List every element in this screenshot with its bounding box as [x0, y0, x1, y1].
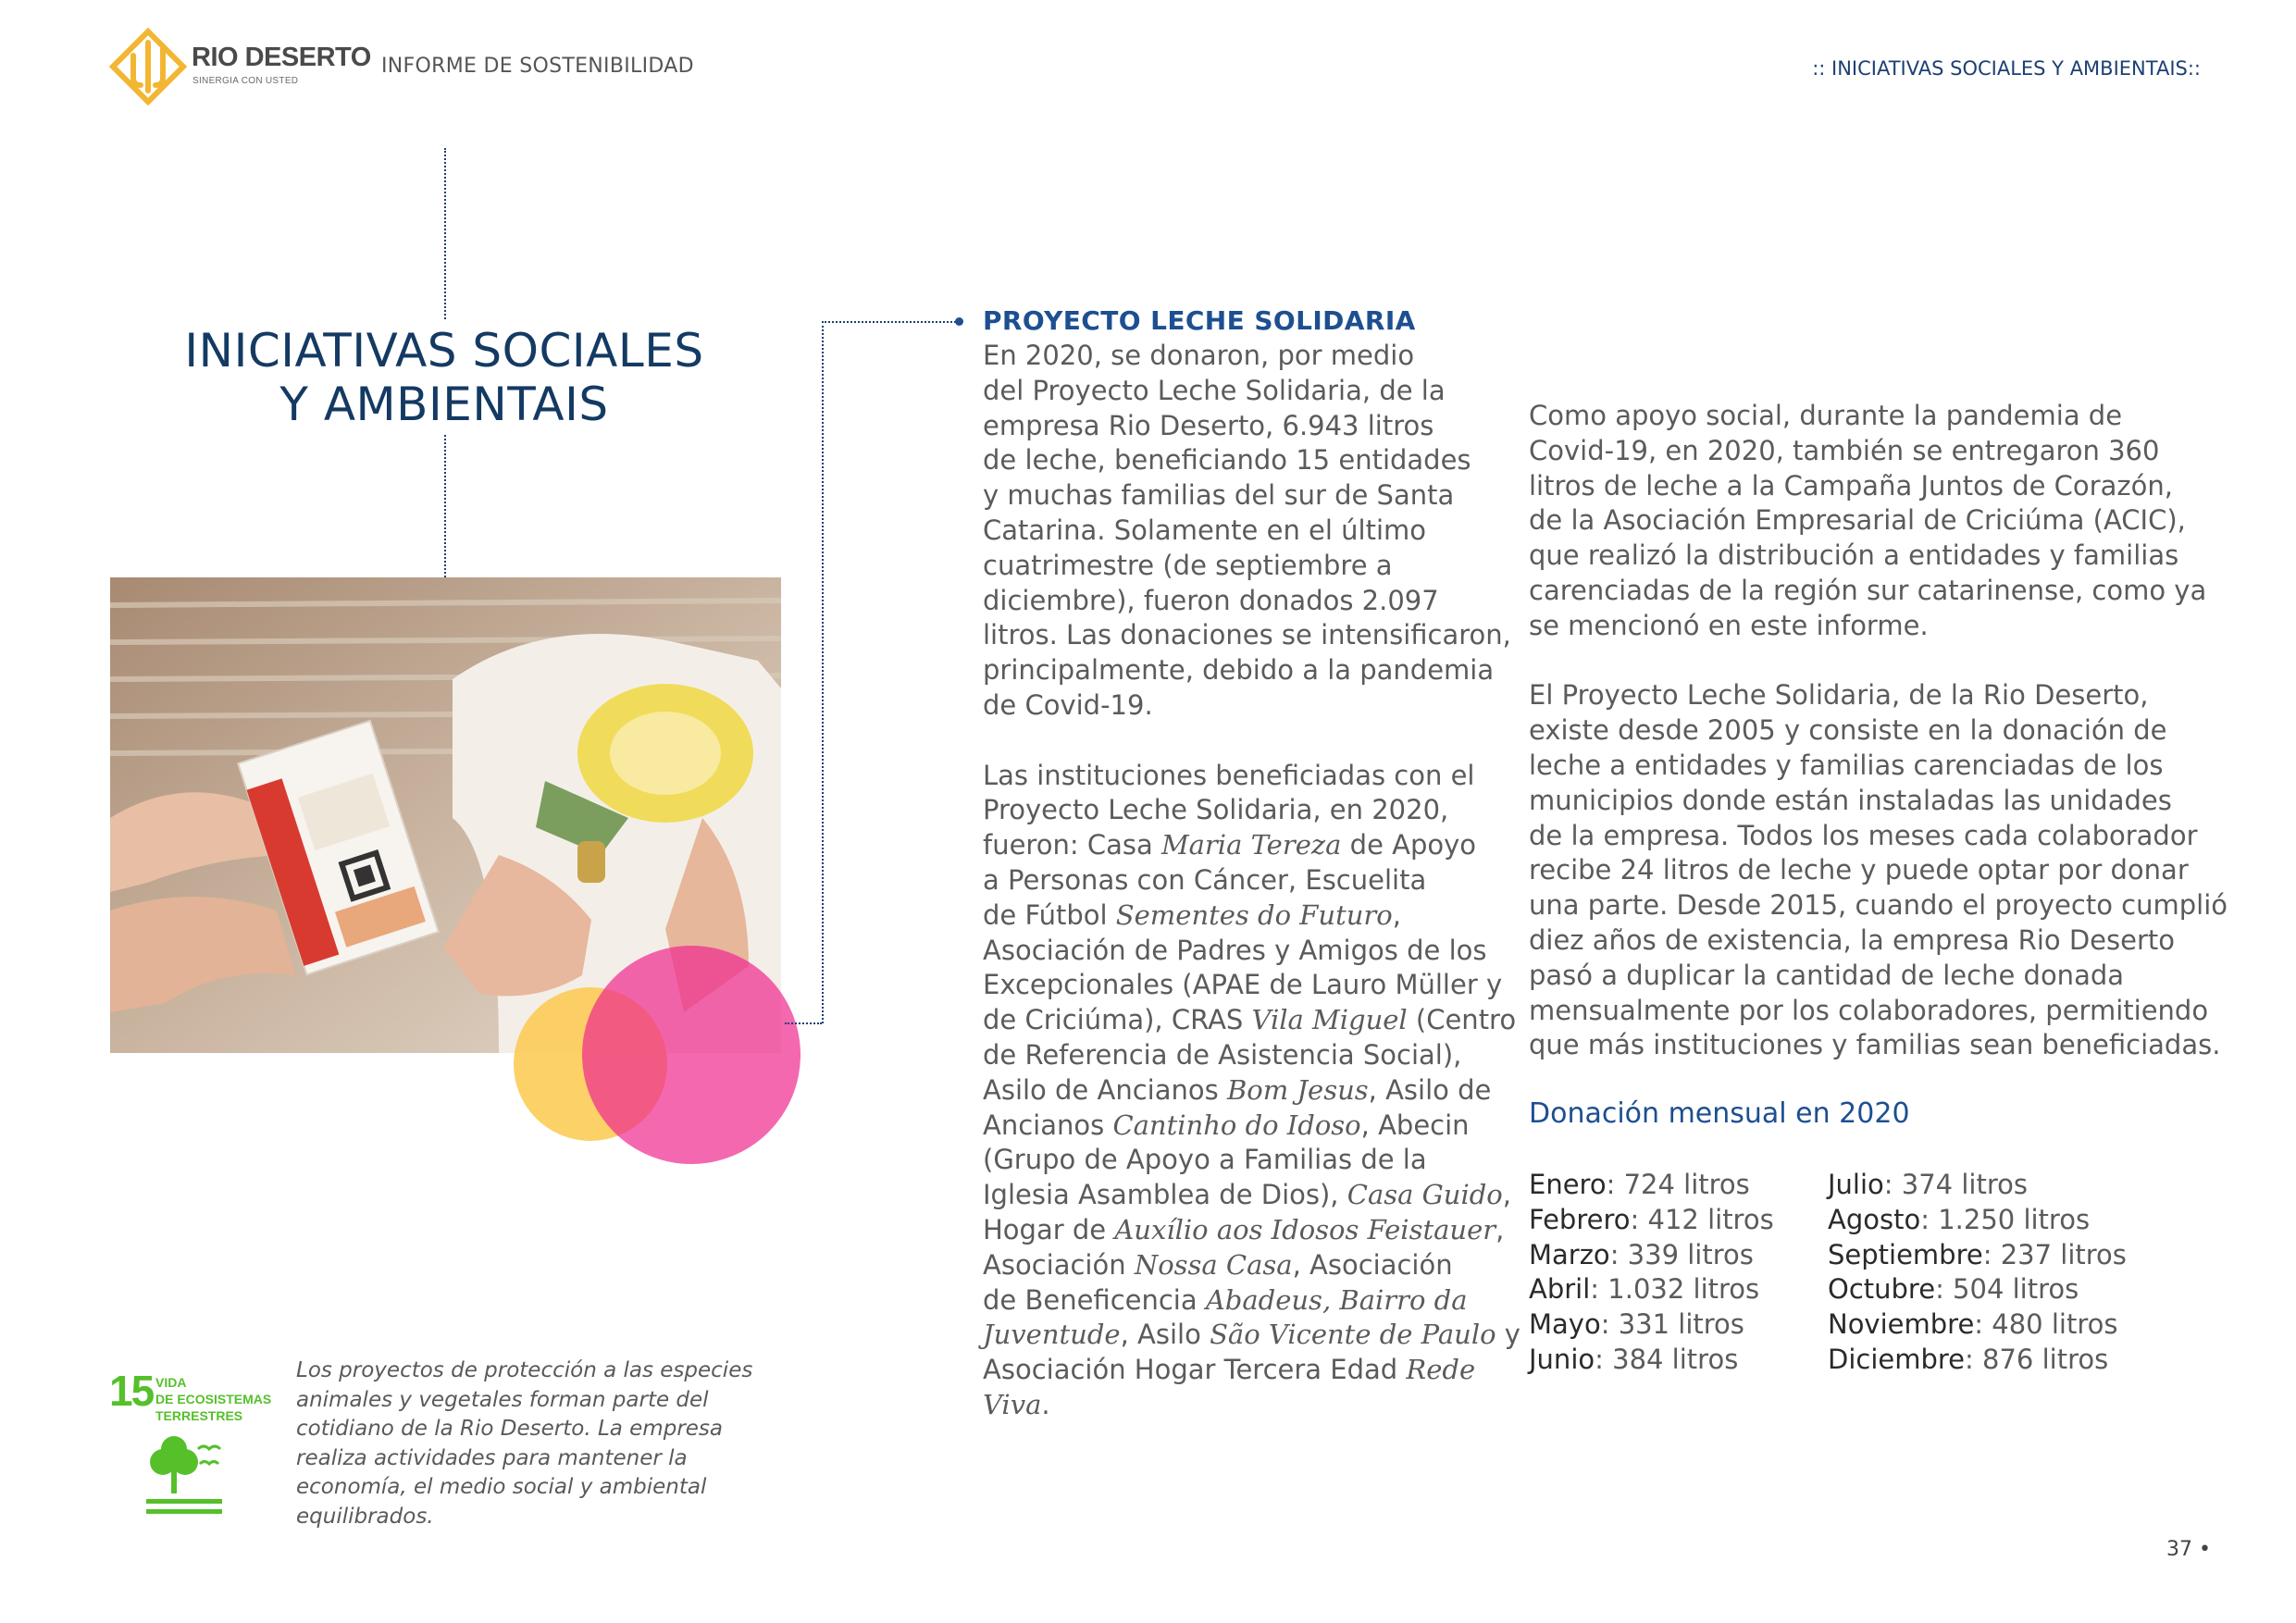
donation-title: Donación mensual en 2020 [1529, 1097, 1910, 1130]
section-header: :: INICIATIVAS SOCIALES Y AMBIENTAIS:: [1812, 57, 2201, 80]
text-line [983, 1353, 1520, 1388]
text-line [983, 828, 1520, 863]
donation-month: Febrero [1529, 1203, 1631, 1235]
text-line: mensualmente por los colaboradores, permitiendo [1529, 994, 2209, 1026]
text-line: de leche, beneficiando 15 entidades [983, 444, 1471, 477]
donation-row [1828, 1168, 2127, 1203]
donation-amount: : 374 litros [1883, 1169, 2028, 1200]
sdg-label-line-2: DE ECOSISTEMAS [155, 1392, 272, 1406]
vertical-dotted-line-top [444, 148, 446, 319]
page-number: 37 • [2166, 1538, 2211, 1561]
donation-amount: : 1.250 litros [1920, 1203, 2091, 1235]
text-line: (Grupo de Apoyo a Familias de la [983, 1144, 1427, 1176]
donation-amount: : 412 litros [1630, 1203, 1774, 1235]
page-title-line-2: Y AMBIENTAIS [279, 378, 609, 431]
italic-name: Nossa Casa [1134, 1248, 1293, 1281]
text-line [983, 1318, 1520, 1353]
donation-amount: : 237 litros [1982, 1238, 2127, 1270]
text-segment: Asociación Hogar Tercera Edad [983, 1354, 1407, 1386]
donation-amount: : 480 litros [1974, 1308, 2118, 1341]
text-segment: , [1496, 1213, 1505, 1245]
text-line: Asociación de Padres y Amigos de los [983, 934, 1487, 966]
text-line: se mencionó en este informe. [1529, 609, 1929, 641]
text-segment: , Asociación [1292, 1248, 1453, 1281]
text-line: que realizó la distribución a entidades y familias [1529, 539, 2179, 572]
donation-month: Abril [1529, 1273, 1591, 1306]
donation-month: Agosto [1828, 1203, 1921, 1235]
vertical-dotted-line-bottom [444, 435, 446, 577]
text-segment: Iglesia Asamblea de Dios), [983, 1179, 1347, 1211]
italic-name: Abadeus, Bairro da [1205, 1283, 1468, 1316]
text-line: litros de leche a la Campaña Juntos de Corazón, [1529, 469, 2173, 502]
text-line [983, 1003, 1520, 1038]
text-segment: de Fútbol [983, 898, 1116, 931]
italic-name: Sementes do Futuro [1115, 898, 1393, 931]
decorative-circles [512, 937, 803, 1166]
donation-month: Octubre [1828, 1273, 1936, 1306]
text-line [983, 898, 1520, 934]
text-line [983, 1109, 1520, 1144]
donations-column-1 [1529, 1168, 1774, 1378]
donation-row [1828, 1203, 2127, 1238]
sdg-number: 15 [109, 1367, 154, 1415]
caption-line: realiza actividades para mantener la [296, 1445, 688, 1470]
donations-column-2 [1828, 1168, 2127, 1378]
page-title [120, 324, 768, 431]
donation-amount: : 724 litros [1606, 1169, 1750, 1200]
text-line: recibe 24 litros de leche y puede optar por donar [1529, 854, 2189, 886]
donation-month: Enero [1529, 1169, 1607, 1200]
text-line: Catarina. Solamente en el último [983, 514, 1427, 546]
sdg-label-line-1: VIDA [155, 1375, 187, 1390]
text-segment: , Asilo [1120, 1319, 1210, 1351]
project-text-column [983, 339, 1520, 1423]
italic-name: Rede [1406, 1354, 1476, 1386]
text-line: del Proyecto Leche Solidaria, de la [983, 374, 1446, 406]
text-segment: Hogar de [983, 1213, 1115, 1245]
text-line: que más instituciones y familias sean beneficiadas. [1529, 1029, 2221, 1061]
page-title-line-1: INICIATIVAS SOCIALES [184, 324, 704, 378]
italic-name: Vila Miguel [1251, 1004, 1408, 1036]
text-line: a Personas con Cáncer, Escuelita [983, 863, 1427, 896]
text-segment: de Criciúma), CRAS [983, 1004, 1252, 1036]
text-segment: , [1392, 898, 1401, 931]
connector-top [822, 321, 959, 323]
text-line [983, 1283, 1520, 1319]
sdg-caption [296, 1357, 777, 1531]
text-line: de la empresa. Todos los meses cada colaborador [1529, 819, 2198, 851]
text-line: diez años de existencia, la empresa Rio Deserto [1529, 923, 2175, 956]
connector-bottom [785, 1022, 822, 1024]
text-line: pasó a duplicar la cantidad de leche donada [1529, 959, 2125, 991]
donation-month: Diciembre [1828, 1343, 1966, 1375]
italic-name: Viva [983, 1388, 1042, 1420]
sdg-15-badge [109, 1367, 272, 1527]
text-segment: . [1041, 1388, 1050, 1420]
text-line: litros. Las donaciones se intensificaron, [983, 619, 1511, 651]
caption-line: equilibrados. [296, 1504, 434, 1529]
donation-amount: : 384 litros [1595, 1343, 1739, 1375]
text-line: carenciadas de la región sur catarinense, como ya [1529, 574, 2207, 606]
caption-line: economía, el medio social y ambiental [296, 1475, 707, 1499]
text-line [983, 1248, 1520, 1283]
sdg-label-line-3: TERRESTRES [155, 1408, 243, 1423]
donation-amount: : 504 litros [1935, 1273, 2079, 1306]
donation-amount: : 339 litros [1609, 1238, 1754, 1270]
donation-row [1529, 1203, 1774, 1238]
text-segment: Ancianos [983, 1109, 1113, 1141]
donation-amount: : 1.032 litros [1590, 1273, 1760, 1306]
text-line: Proyecto Leche Solidaria, en 2020, [983, 794, 1449, 826]
donation-row [1828, 1343, 2127, 1378]
text-line: una parte. Desde 2015, cuando el proyecto cumplió [1529, 889, 2228, 922]
text-segment: , [1502, 1179, 1511, 1211]
connector-vertical [822, 321, 824, 1023]
donation-month: Septiembre [1828, 1238, 1983, 1270]
paragraph-gap [1529, 644, 2228, 679]
italic-name: Casa Guido [1347, 1179, 1503, 1211]
text-line: existe desde 2005 y consiste en la donación de [1529, 714, 2167, 747]
donation-row [1529, 1168, 1774, 1203]
connector-bullet [955, 317, 963, 326]
tree-icon [146, 1432, 230, 1518]
brand-name: RIO DESERTO [192, 43, 371, 72]
donation-row [1828, 1307, 2127, 1343]
sdg-label [155, 1374, 271, 1424]
text-line: cuatrimestre (de septiembre a [983, 549, 1393, 581]
caption-line: animales y vegetales forman parte del [296, 1387, 709, 1412]
text-line: Covid-19, en 2020, también se entregaron 360 [1529, 434, 2160, 466]
donation-amount: : 331 litros [1600, 1308, 1744, 1341]
italic-name: Juventude [983, 1319, 1121, 1351]
donation-row [1828, 1272, 2127, 1307]
text-segment: y [1496, 1319, 1520, 1351]
text-line: diciembre), fueron donados 2.097 [983, 584, 1439, 616]
text-line: de la Asociación Empresarial de Criciúma (ACIC), [1529, 504, 2186, 537]
text-line [983, 1388, 1520, 1423]
donation-month: Mayo [1529, 1308, 1601, 1341]
text-line [983, 1213, 1520, 1248]
text-line [983, 1178, 1520, 1213]
report-title: INFORME DE SOSTENIBILIDAD [381, 55, 694, 78]
italic-name: Bom Jesus [1226, 1073, 1369, 1106]
donation-month: Noviembre [1828, 1308, 1975, 1341]
caption-line: cotidiano de la Rio Deserto. La empresa [296, 1417, 723, 1441]
donation-amount: : 876 litros [1965, 1343, 2109, 1375]
text-line: de Covid-19. [983, 688, 1153, 721]
donation-month: Junio [1529, 1343, 1595, 1375]
text-segment: de Apoyo [1341, 829, 1477, 861]
rio-deserto-logo-icon [109, 28, 187, 105]
text-line: empresa Rio Deserto, 6.943 litros [983, 409, 1434, 441]
italic-name: Auxílio aos Idosos Feistauer [1114, 1213, 1496, 1245]
text-line: Las instituciones beneficiadas con el [983, 759, 1475, 791]
text-line: de Referencia de Asistencia Social), [983, 1038, 1462, 1071]
italic-name: São Vicente de Paulo [1210, 1319, 1496, 1351]
text-segment: (Centro [1407, 1004, 1517, 1036]
donation-row [1828, 1238, 2127, 1273]
donation-row [1529, 1307, 1774, 1343]
donation-month: Marzo [1529, 1238, 1610, 1270]
project-text-column-right [1529, 399, 2228, 1063]
paragraph-gap [983, 724, 1520, 759]
text-segment: de Beneficencia [983, 1283, 1206, 1316]
text-line: municipios donde están instaladas las unidades [1529, 784, 2172, 816]
brand-tagline: SINERGIA CON USTED [192, 76, 299, 86]
text-segment: fueron: Casa [983, 829, 1161, 861]
project-title: PROYECTO LECHE SOLIDARIA [983, 305, 1416, 336]
text-line: El Proyecto Leche Solidaria, de la Rio Deserto, [1529, 679, 2149, 712]
text-line: Como apoyo social, durante la pandemia de [1529, 400, 2123, 431]
text-segment: Asociación [983, 1248, 1135, 1281]
text-line: leche a entidades y familias carenciadas de los [1529, 749, 2164, 781]
text-segment: Asilo de Ancianos [983, 1073, 1227, 1106]
text-line: y muchas familias del sur de Santa [983, 479, 1455, 512]
caption-line: Los proyectos de protección a las especies [296, 1358, 753, 1382]
italic-name: Cantinho do Idoso [1112, 1109, 1361, 1141]
donation-row [1529, 1238, 1774, 1273]
text-line: Excepcionales (APAE de Lauro Müller y [983, 969, 1503, 1001]
donation-month: Julio [1828, 1169, 1884, 1200]
text-segment: , Abecin [1360, 1109, 1470, 1141]
donation-row [1529, 1272, 1774, 1307]
text-line: En 2020, se donaron, por medio [983, 340, 1415, 371]
text-line [983, 1073, 1520, 1109]
text-line: principalmente, debido a la pandemia [983, 654, 1495, 687]
text-segment: , Asilo de [1368, 1073, 1492, 1106]
donation-row [1529, 1343, 1774, 1378]
italic-name: Maria Tereza [1160, 829, 1342, 861]
